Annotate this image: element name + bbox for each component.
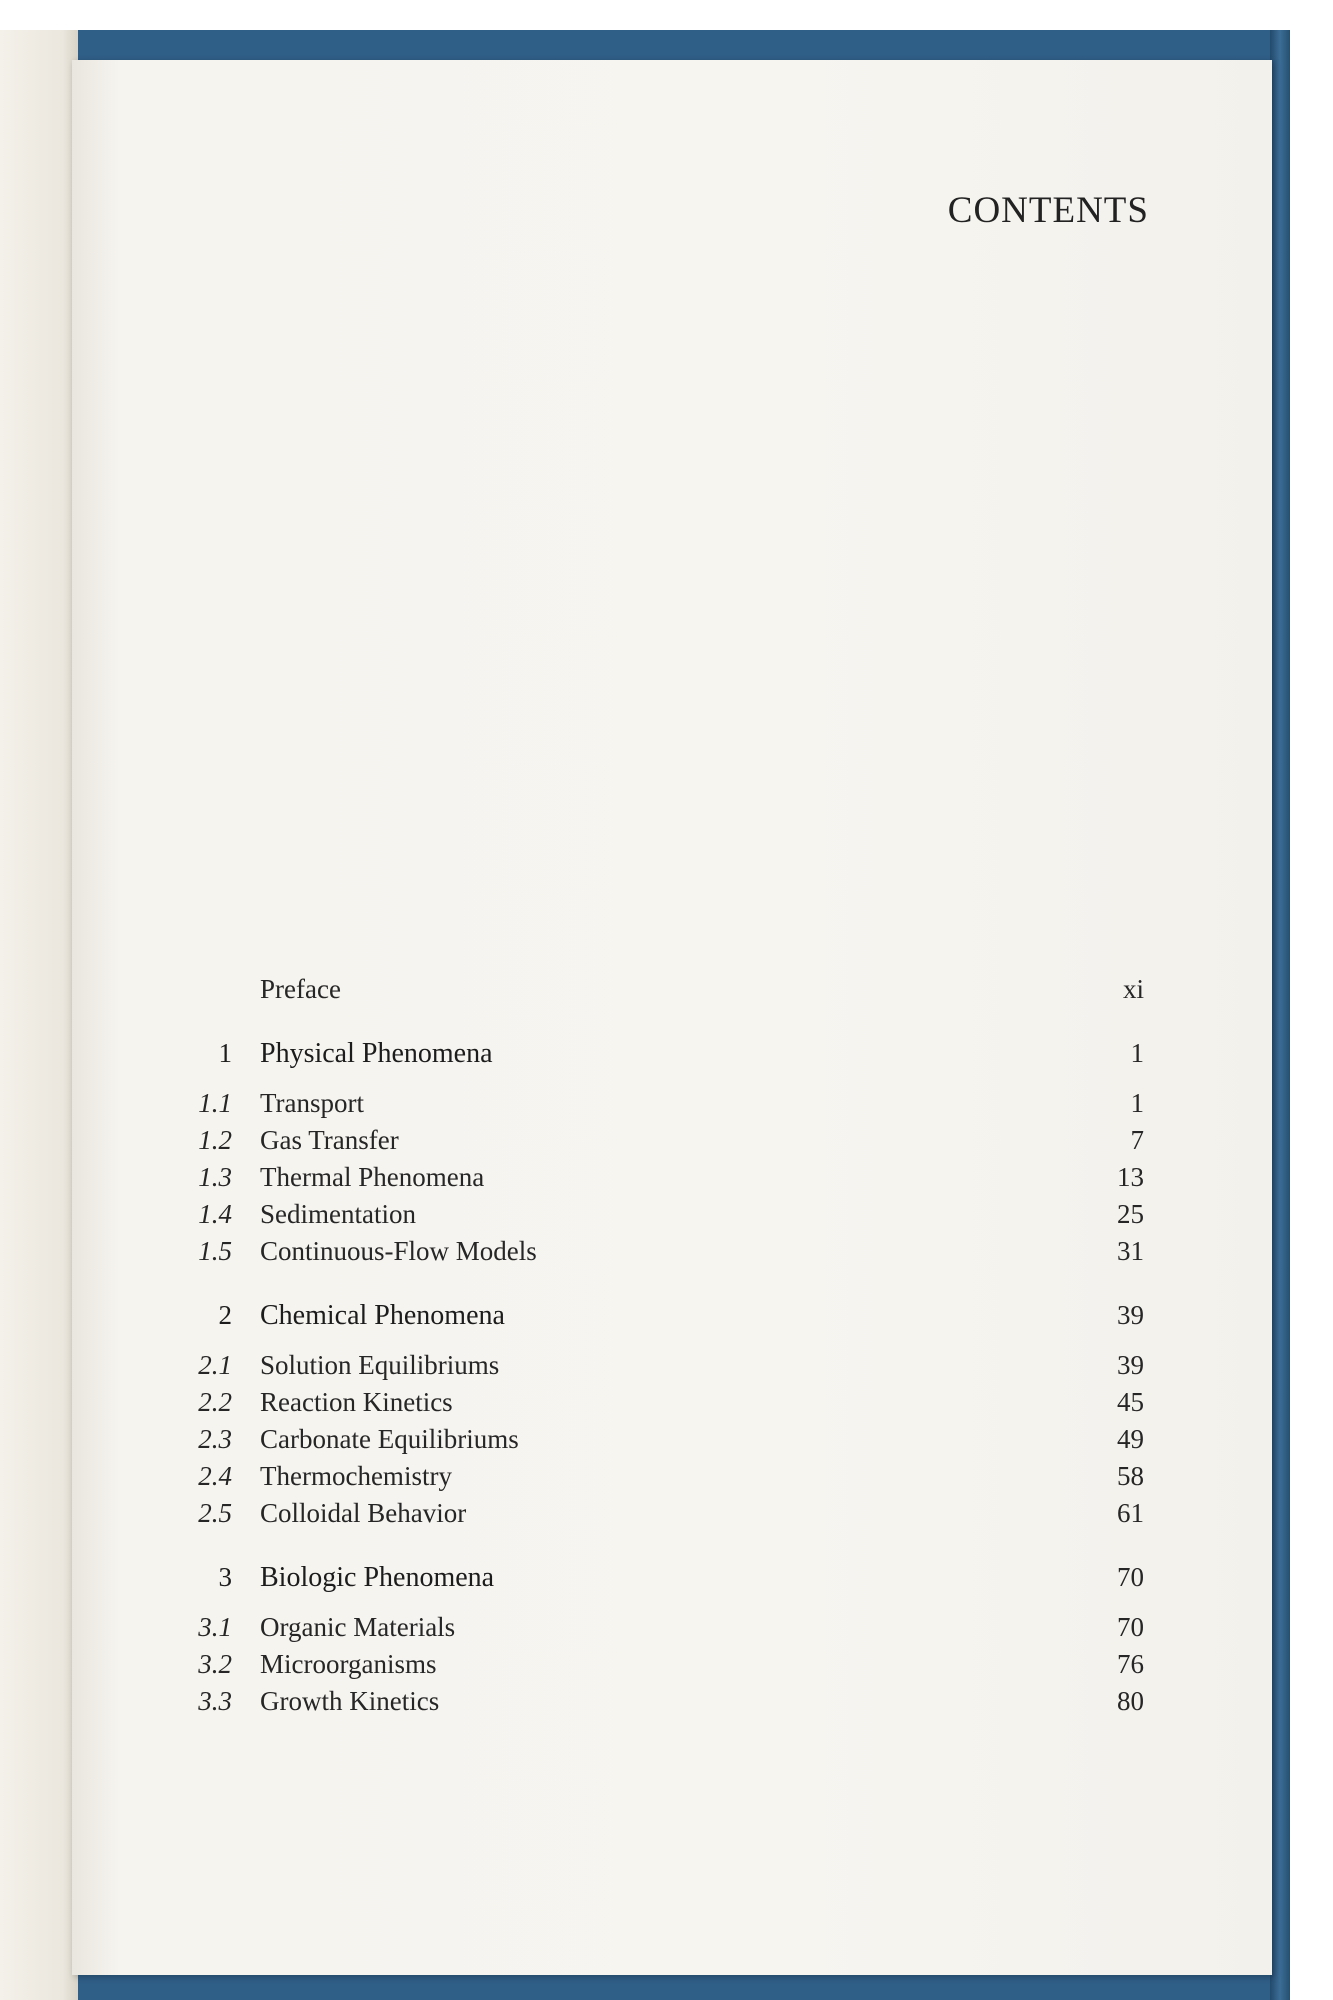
toc-entry-page: 13 <box>1117 1162 1144 1192</box>
toc-chapter-1[interactable] <box>180 1038 1144 1072</box>
toc-section-number: 1.4 <box>198 1199 232 1229</box>
toc-entry-page: 1 <box>1130 1038 1144 1068</box>
toc-section-1-4[interactable] <box>180 1199 1144 1233</box>
toc-section-title: Colloidal Behavior <box>260 1498 467 1528</box>
toc-section-2-2[interactable] <box>180 1387 1144 1421</box>
toc-section-2-1[interactable] <box>180 1350 1144 1384</box>
toc-entry-page: 45 <box>1117 1387 1144 1417</box>
toc-entry-preface[interactable] <box>180 974 1144 1008</box>
toc-section-number: 3.2 <box>198 1649 232 1679</box>
toc-section-number: 2.2 <box>198 1387 232 1417</box>
toc-section-2-4[interactable] <box>180 1461 1144 1495</box>
toc-section-number: 2.5 <box>198 1498 232 1528</box>
toc-section-3-1[interactable] <box>180 1612 1144 1646</box>
toc-entry-page: 39 <box>1117 1300 1144 1330</box>
toc-section-title: Transport <box>260 1088 365 1118</box>
toc-section-title: Solution Equilibriums <box>260 1350 500 1380</box>
toc-entry-page: 58 <box>1117 1461 1144 1491</box>
toc-section-number: 3.3 <box>198 1686 232 1716</box>
toc-entry-page: xi <box>1122 974 1144 1004</box>
toc-section-number: 1.1 <box>198 1088 232 1118</box>
toc-entry-page: 31 <box>1117 1236 1144 1266</box>
toc-chapter-number: 2 <box>218 1300 232 1330</box>
toc-section-title: Continuous-Flow Models <box>260 1236 537 1266</box>
toc-section-1-1[interactable] <box>180 1088 1144 1122</box>
toc-entry-page: 25 <box>1117 1199 1144 1229</box>
toc-section-2-5[interactable] <box>180 1498 1144 1532</box>
toc-section-title: Reaction Kinetics <box>260 1387 453 1417</box>
toc-section-title: Carbonate Equilibriums <box>260 1424 519 1454</box>
toc-section-title: Organic Materials <box>260 1612 456 1642</box>
toc-chapter-title: Biologic Phenomena <box>260 1562 495 1593</box>
toc-entry-page: 7 <box>1130 1125 1144 1155</box>
toc-section-number: 3.1 <box>198 1612 232 1642</box>
toc-section-1-3[interactable] <box>180 1162 1144 1196</box>
toc-section-title: Microorganisms <box>260 1649 437 1679</box>
page-title: CONTENTS <box>947 190 1149 231</box>
toc-entry-page: 1 <box>1130 1088 1144 1118</box>
toc-entry-page: 70 <box>1117 1612 1144 1642</box>
toc-chapter-2[interactable] <box>180 1300 1144 1334</box>
toc-chapter-title: Physical Phenomena <box>260 1038 493 1069</box>
toc-section-title: Thermal Phenomena <box>260 1162 485 1192</box>
toc-entry-page: 70 <box>1117 1562 1144 1592</box>
toc-section-title: Growth Kinetics <box>260 1686 440 1716</box>
toc-section-title: Gas Transfer <box>260 1125 399 1155</box>
toc-section-number: 2.1 <box>198 1350 232 1380</box>
toc-entry-page: 76 <box>1117 1649 1144 1679</box>
toc-section-2-3[interactable] <box>180 1424 1144 1458</box>
toc-chapter-title: Chemical Phenomena <box>260 1300 505 1331</box>
toc-entry-page: 61 <box>1117 1498 1144 1528</box>
toc-chapter-number: 1 <box>218 1038 232 1068</box>
toc-chapter-3[interactable] <box>180 1562 1144 1596</box>
toc-section-1-2[interactable] <box>180 1125 1144 1159</box>
toc-section-title: Sedimentation <box>260 1199 416 1229</box>
toc-section-title: Thermochemistry <box>260 1461 452 1491</box>
toc-section-1-5[interactable] <box>180 1236 1144 1270</box>
toc-section-number: 2.3 <box>198 1424 232 1454</box>
toc-section-number: 2.4 <box>198 1461 232 1491</box>
toc-section-number: 1.5 <box>198 1236 232 1266</box>
toc-entry-title: Preface <box>260 974 341 1004</box>
toc-entry-page: 49 <box>1117 1424 1144 1454</box>
toc-section-3-2[interactable] <box>180 1649 1144 1683</box>
toc-section-number: 1.3 <box>198 1162 232 1192</box>
toc-section-number: 1.2 <box>198 1125 232 1155</box>
toc-entry-page: 39 <box>1117 1350 1144 1380</box>
toc-chapter-number: 3 <box>218 1562 232 1592</box>
toc-section-3-3[interactable] <box>180 1686 1144 1720</box>
toc-entry-page: 80 <box>1117 1686 1144 1716</box>
